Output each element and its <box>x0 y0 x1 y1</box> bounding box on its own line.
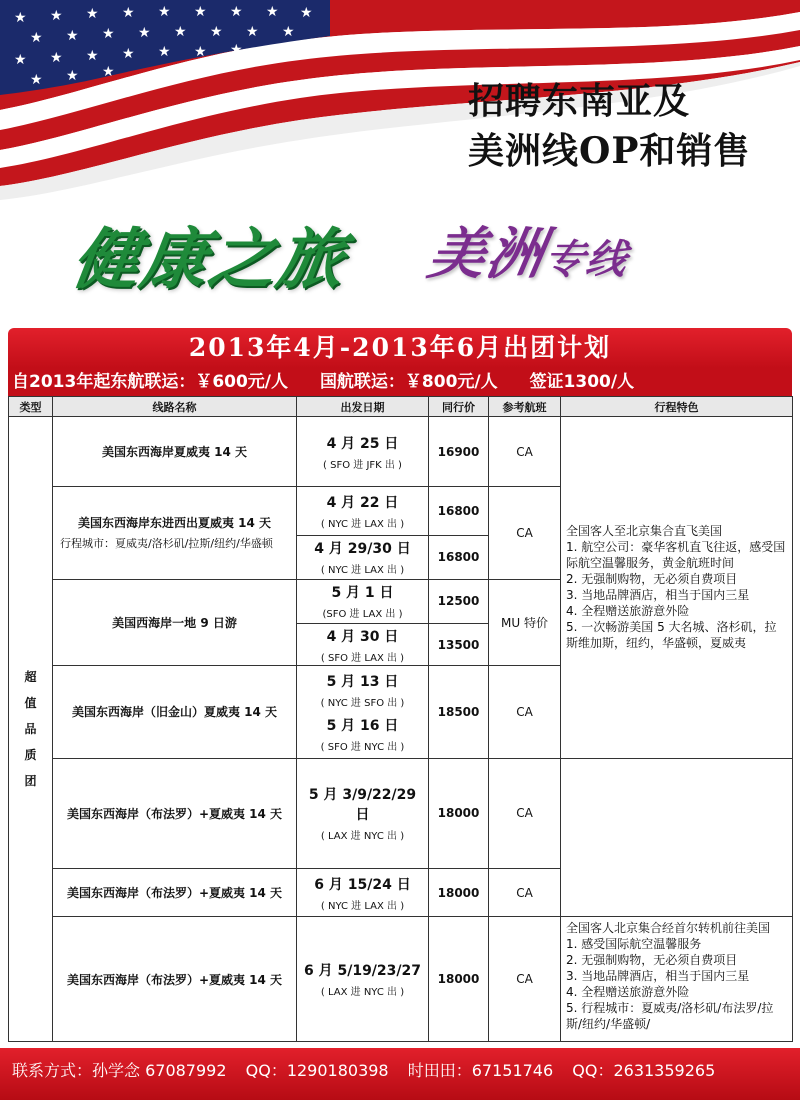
features-cell-a <box>561 417 793 759</box>
svg-text:★: ★ <box>174 24 187 40</box>
table-row <box>9 758 793 869</box>
svg-text:★: ★ <box>138 25 151 41</box>
date-cell <box>297 487 429 535</box>
svg-text:★: ★ <box>300 5 313 21</box>
route-name: 美国东西海岸（布法罗）+夏威夷 14 天 <box>66 972 283 987</box>
col-header-route: 线路名称 <box>53 397 297 417</box>
date-cell <box>297 535 429 579</box>
route-cell <box>53 417 297 487</box>
svg-text:★: ★ <box>66 68 79 84</box>
svg-text:★: ★ <box>30 72 43 88</box>
feature-text: 1. 感受国际航空温馨服务 <box>566 937 702 952</box>
date-main: 4 月 30 日 <box>326 628 399 645</box>
features-cell-empty <box>561 758 793 917</box>
date-airports: ( NYC 进 SFO 出 ) <box>320 697 405 709</box>
price-cell: 16800 <box>429 535 489 579</box>
route-name: 美国东西海岸（布法罗）+夏威夷 14 天 <box>66 806 283 821</box>
header-banner <box>0 0 800 330</box>
fare-eastern: 自2013年起东航联运：￥600元/人 <box>12 372 289 392</box>
svg-text:★: ★ <box>66 28 79 44</box>
feature-text: 全国客人北京集合经首尔转机前往美国 <box>566 921 771 936</box>
date-main: 4 月 25 日 <box>326 435 399 452</box>
svg-text:★: ★ <box>266 4 279 20</box>
fare-air-china: 国航联运：￥800元/人 <box>319 372 498 392</box>
price-cell: 18000 <box>429 869 489 917</box>
recruit-headline <box>468 76 798 176</box>
route-cities: 行程城市：夏威夷/洛杉矶/拉斯/纽约/华盛顿 <box>60 537 273 551</box>
svg-text:★: ★ <box>102 64 115 80</box>
price-cell: 18500 <box>429 666 489 758</box>
date-cell <box>297 758 429 869</box>
fare-visa: 签证1300/人 <box>529 372 635 392</box>
svg-text:★: ★ <box>230 4 243 20</box>
feature-text: 4. 全程赠送旅游意外险 <box>566 604 690 619</box>
svg-text:★: ★ <box>14 10 27 26</box>
route-cell <box>53 869 297 917</box>
col-header-date: 出发日期 <box>297 397 429 417</box>
route-cell <box>53 579 297 665</box>
date-cell <box>297 623 429 665</box>
route-name: 美国东西海岸（布法罗）+夏威夷 14 天 <box>66 886 283 901</box>
route-cell <box>53 758 297 869</box>
contact-sun: 联系方式：孙学念 67087992 <box>12 1061 227 1080</box>
date-cell <box>297 917 429 1042</box>
date-airports: ( NYC 进 LAX 出 ) <box>320 518 405 530</box>
feature-text: 2. 无强制购物，无必须自费项目 <box>566 572 738 587</box>
feature-text: 5. 行程城市：夏威夷/洛杉矶/布法罗/拉斯/纽约/华盛顿/ <box>566 1001 774 1032</box>
slogan-america: 美洲 <box>423 221 552 287</box>
date-airports: (SFO 进 LAX 出 ) <box>322 609 403 621</box>
fare-line <box>8 368 792 396</box>
table-header-row <box>9 397 793 417</box>
col-header-type: 类型 <box>9 397 53 417</box>
flight-cell: CA <box>489 666 561 758</box>
contact-qq-2: QQ：2631359265 <box>572 1061 716 1080</box>
svg-text:★: ★ <box>194 4 207 20</box>
date-airports-2: ( SFO 进 NYC 出 ) <box>320 741 405 753</box>
flight-cell: MU 特价 <box>489 579 561 665</box>
svg-text:★: ★ <box>50 50 63 66</box>
price-cell: 18000 <box>429 758 489 869</box>
date-cell <box>297 417 429 487</box>
date-main: 4 月 22 日 <box>326 494 399 511</box>
svg-text:★: ★ <box>282 24 295 40</box>
svg-text:★: ★ <box>30 30 43 46</box>
date-airports: ( SFO 进 JFK 出 ) <box>323 459 402 471</box>
contact-qq-1: QQ：1290180398 <box>245 1061 389 1080</box>
date-airports: ( NYC 进 LAX 出 ) <box>320 565 405 577</box>
flight-cell: CA <box>489 417 561 487</box>
svg-text:★: ★ <box>86 6 99 22</box>
date-main: 4 月 29/30 日 <box>314 541 411 558</box>
svg-text:★: ★ <box>230 42 243 58</box>
feature-text: 全国客人至北京集合直飞美国 <box>566 524 723 539</box>
date-airports: ( LAX 进 NYC 出 ) <box>320 831 405 843</box>
route-cell <box>53 666 297 758</box>
svg-text:★: ★ <box>210 24 223 40</box>
route-cell <box>53 917 297 1042</box>
svg-text:★: ★ <box>86 48 99 64</box>
feature-text: 1. 航空公司：豪华客机直飞往返，感受国际航空温馨服务，黄金航班时间 <box>566 540 786 571</box>
date-main: 5 月 1 日 <box>331 585 394 602</box>
date-airports: ( LAX 进 NYC 出 ) <box>320 987 405 999</box>
svg-text:★: ★ <box>14 52 27 68</box>
date-main: 5 月 3/9/22/29 日 <box>308 787 417 824</box>
route-name: 美国东西海岸东进西出夏威夷 14 天 <box>77 516 272 531</box>
date-cell <box>297 666 429 758</box>
flight-cell: CA <box>489 869 561 917</box>
recruit-line-2: 美洲线OP和销售 <box>468 130 751 172</box>
col-header-price: 同行价 <box>429 397 489 417</box>
date-airports: ( NYC 进 LAX 出 ) <box>320 900 405 912</box>
svg-text:★: ★ <box>194 44 207 60</box>
route-name: 美国东西海岸（旧金山）夏威夷 14 天 <box>71 705 278 720</box>
price-cell: 16900 <box>429 417 489 487</box>
svg-text:★: ★ <box>122 5 135 21</box>
feature-text: 4. 全程赠送旅游意外险 <box>566 985 690 1000</box>
svg-text:★: ★ <box>158 4 171 20</box>
slogan-health-trip: 健康之旅 <box>67 220 351 298</box>
date-main: 6 月 15/24 日 <box>314 876 411 893</box>
date-main-2: 5 月 16 日 <box>326 717 399 734</box>
contact-footer <box>0 1048 800 1100</box>
feature-text: 5. 一次畅游美国 5 大名城、洛杉矶，拉斯维加斯，纽约，华盛顿，夏威夷 <box>566 620 777 651</box>
slogan-special-line: 专线 <box>540 236 633 283</box>
feature-text: 3. 当地品牌酒店，相当于国内三星 <box>566 969 750 984</box>
flight-cell: CA <box>489 487 561 579</box>
price-cell: 16800 <box>429 487 489 535</box>
tour-schedule-table <box>8 396 793 1042</box>
route-cell <box>53 487 297 579</box>
svg-text:★: ★ <box>102 26 115 42</box>
date-cell <box>297 869 429 917</box>
feature-text: 3. 当地品牌酒店，相当于国内三星 <box>566 588 750 603</box>
date-cell <box>297 579 429 623</box>
table-row <box>9 417 793 487</box>
feature-text: 2. 无强制购物，无必须自费项目 <box>566 953 738 968</box>
svg-text:★: ★ <box>50 8 63 24</box>
table-row <box>9 917 793 1042</box>
contact-shi: 时田田：67151746 <box>407 1061 554 1080</box>
features-cell-b <box>561 917 793 1042</box>
svg-text:★: ★ <box>122 46 135 62</box>
col-header-flight: 参考航班 <box>489 397 561 417</box>
date-main: 5 月 13 日 <box>326 673 399 690</box>
price-cell: 12500 <box>429 579 489 623</box>
price-cell: 13500 <box>429 623 489 665</box>
plan-title: 2013年4月-2013年6月出团计划 <box>8 328 792 368</box>
route-name: 美国西海岸一地 9 日游 <box>112 615 237 630</box>
date-airports: ( SFO 进 LAX 出 ) <box>320 652 405 664</box>
recruit-line-1: 招聘东南亚及 <box>468 80 691 122</box>
svg-text:★: ★ <box>158 44 171 60</box>
type-cell <box>9 417 53 1042</box>
route-name: 美国东西海岸夏威夷 14 天 <box>101 445 248 460</box>
date-main: 6 月 5/19/23/27 <box>303 963 422 980</box>
col-header-features: 行程特色 <box>561 397 793 417</box>
flight-cell: CA <box>489 758 561 869</box>
type-label: 超值品质团 <box>24 670 37 788</box>
price-cell: 18000 <box>429 917 489 1042</box>
flight-cell: CA <box>489 917 561 1042</box>
svg-text:★: ★ <box>246 24 259 40</box>
slogan-america-line <box>423 210 637 290</box>
